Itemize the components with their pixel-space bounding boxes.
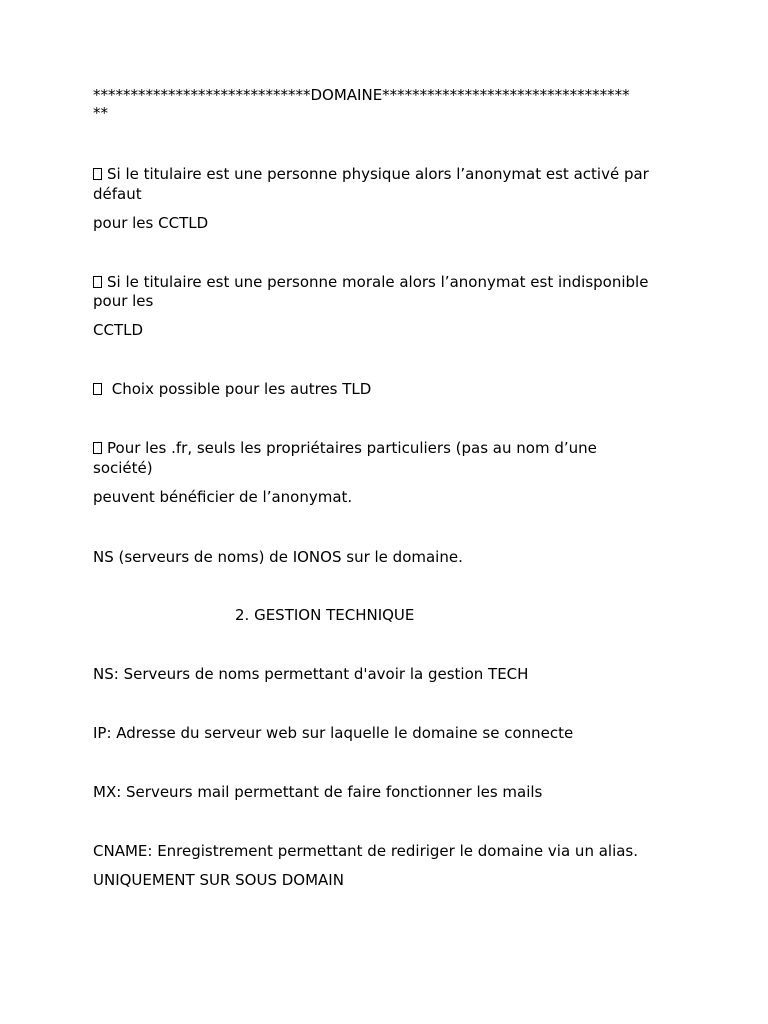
domain-heading-stars-continued: ** [93, 104, 108, 122]
bullet-text: Si le titulaire est une personne physique alors l’anonymat est activé par [107, 165, 649, 183]
bullet-text-continued: pour les [93, 292, 154, 310]
missing-glyph-icon [93, 168, 102, 180]
bullet-text-continued: CCTLD [93, 321, 144, 339]
bullet-fr-domains [93, 438, 683, 458]
bullet-text: Choix possible pour les autres TLD [107, 380, 372, 398]
bullet-text-continued: pour les CCTLD [93, 214, 209, 232]
bullet-text-continued: société) [93, 459, 153, 477]
bullet-physical-person [93, 164, 683, 184]
definition-mx: MX: Serveurs mail permettant de faire fonctionner les mails [93, 783, 543, 801]
definition-cname: CNAME: Enregistrement permettant de rediriger le domaine via un alias. [93, 842, 639, 860]
bullet-text-continued: peuvent bénéficier de l’anonymat. [93, 488, 353, 506]
missing-glyph-icon [93, 383, 102, 395]
bullet-text: Si le titulaire est une personne morale alors l’anonymat est indisponible [107, 273, 649, 291]
definition-ip: IP: Adresse du serveur web sur laquelle le domaine se connecte [93, 724, 574, 742]
missing-glyph-icon [93, 442, 102, 454]
domain-heading-stars: *****************************DOMAINE********************************* [93, 86, 630, 104]
missing-glyph-icon [93, 276, 102, 288]
bullet-text: Pour les .fr, seuls les propriétaires particuliers (pas au nom d’une [107, 439, 597, 457]
bullet-other-tld [93, 379, 683, 399]
definition-cname-note: UNIQUEMENT SUR SOUS DOMAIN [93, 871, 344, 889]
bullet-legal-person [93, 272, 683, 292]
definition-ns: NS: Serveurs de noms permettant d'avoir la gestion TECH [93, 665, 529, 683]
ns-note: NS (serveurs de noms) de IONOS sur le domaine. [93, 548, 463, 566]
section-title: 2. GESTION TECHNIQUE [235, 606, 415, 624]
bullet-text-continued: défaut [93, 185, 142, 203]
